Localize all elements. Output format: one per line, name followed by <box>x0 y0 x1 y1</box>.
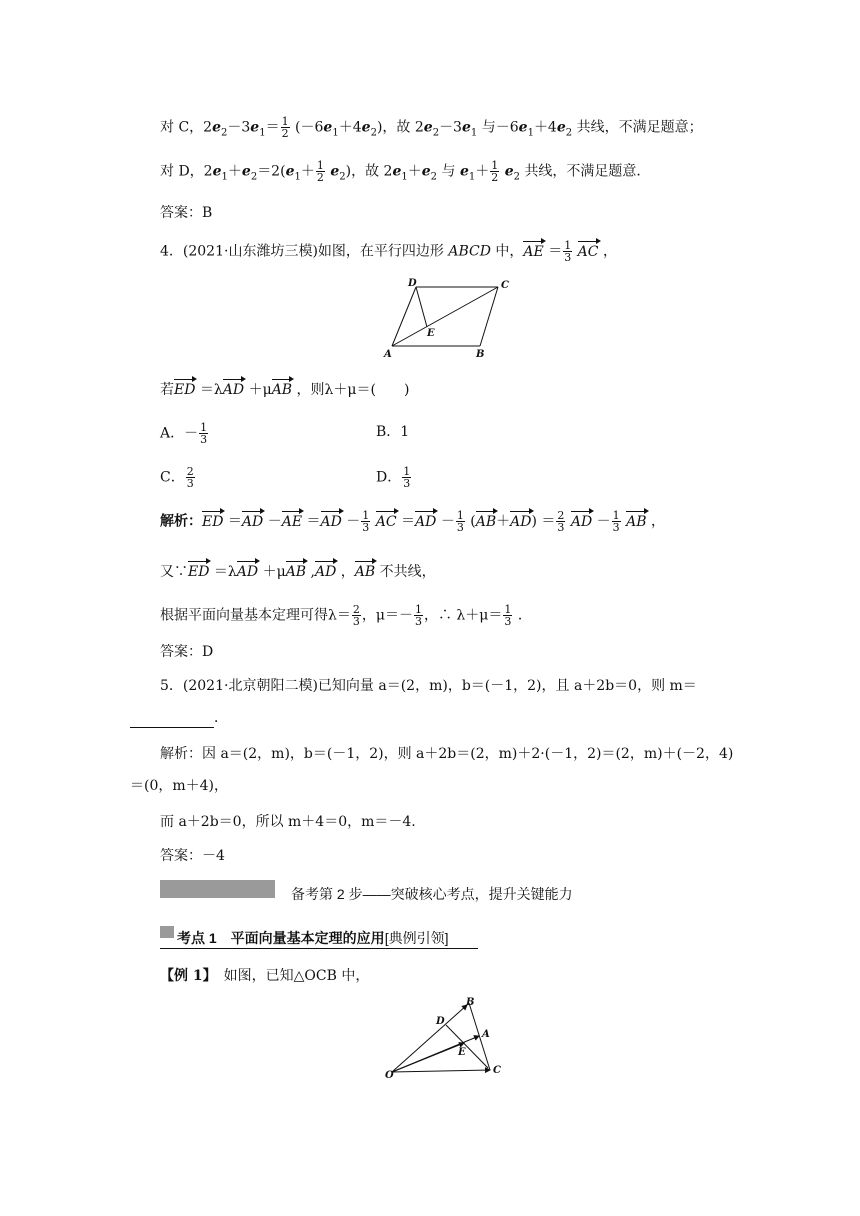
question-5-stem: 5．(2021·北京朝阳二模)已知向量 a＝(2，m)，b＝(－1，2)，且 a＋2b＝0，则 m＝ <box>160 678 697 694</box>
section-banner-bar <box>160 880 275 898</box>
question-5-blank-line: ． <box>130 708 228 728</box>
answer-b: 答案：B <box>160 205 213 221</box>
analysis-5-line-1: 解析：因 a＝(2，m)，b＝(－1，2)，则 a＋2b＝(2，m)＋2·(－1，2)＝(2，m)＋(－2，4) <box>160 746 734 762</box>
answer-minus-4: 答案：－4 <box>160 848 225 864</box>
option-c: C． $\frac{2}{3}$ <box>160 465 194 490</box>
kaodian-underline <box>160 948 478 949</box>
answer-blank <box>130 713 214 728</box>
option-d-check-line: 对 D，$2e_1+e_2=2(e_1+$ $\frac{1}{2}$ $e_2$)，故 $2e_1+e_2$ 与 $e_1+$ $\frac{1}{2}$ $e_2$ 共线，不满足题意． <box>160 159 651 184</box>
parallelogram-figure <box>380 275 520 365</box>
vector-oc <box>392 1070 490 1072</box>
label-d: D <box>408 278 417 289</box>
option-a: A．－ $\frac{1}{3}$ <box>160 421 208 446</box>
analysis-4-line-1: 解析：ED ＝AD －AE ＝AD － $\frac{1}{3}$ AC ＝AD － $\frac{1}{3}$ (AB＋AD) ＝ $\frac{2}{3}$ AD － $\frac{1}{3}$ AB ， <box>160 509 665 534</box>
question-4-stem: 4．(2021·山东潍坊三模)如图，在平行四边形 ABCD 中，AE ＝ $\frac{1}{3}$ AC ， <box>160 239 617 264</box>
option-c-check-line: 对 C，$2e_2-3e_1=$ $\frac{1}{2}$ $(-6e_1+4e_2)$，故 $2e_2-3e_1$ 与$-6e_1+4e_2$ 共线，不满足题意； <box>160 115 703 140</box>
question-4-condition: 若ED ＝λAD ＋μAB ，则λ＋μ＝( ) <box>160 382 410 398</box>
label-b: B <box>476 349 485 360</box>
label-e: E <box>458 1047 466 1058</box>
vector-oe <box>392 1043 464 1072</box>
label-e: E <box>427 328 435 339</box>
option-b: B．1 <box>376 424 410 440</box>
segment-de <box>416 287 427 327</box>
triangle-ocb-figure <box>382 995 512 1085</box>
answer-d: 答案：D <box>160 644 214 660</box>
label-d: D <box>436 1016 445 1027</box>
vector-ob <box>392 1005 467 1072</box>
label-c: C <box>493 1065 501 1076</box>
analysis-4-line-2: 又∵ED ＝λAD ＋μAB ,AD ，AB 不共线， <box>160 564 436 580</box>
analysis-5-line-2: ＝(0，m＋4)， <box>130 778 229 794</box>
analysis-5-line-3: 而 a＋2b＝0，所以 m＋4＝0，m＝－4. <box>160 814 416 830</box>
label-c: C <box>501 280 509 291</box>
section-banner-text: 备考第 2 步——突破核心考点，提升关键能力 <box>291 886 573 902</box>
label-o: O <box>385 1070 394 1081</box>
kaodian-heading: 考点 1 平面向量基本定理的应用[典例引领] <box>177 930 449 946</box>
example-1-line: 【例 1】 如图，已知△OCB 中， <box>160 968 370 984</box>
label-b: B <box>466 997 475 1008</box>
side-da <box>392 287 416 346</box>
option-d: D． $\frac{1}{3}$ <box>376 465 411 490</box>
kaodian-marker <box>160 926 174 938</box>
analysis-4-line-3: 根据平面向量基本定理可得λ＝ $\frac{2}{3}$ ，μ＝－ $\frac{1}{3}$ ，∴ λ＋μ＝ $\frac{1}{3}$ ． <box>160 603 532 628</box>
label-a: A <box>482 1029 490 1040</box>
diagonal-ac <box>392 287 498 346</box>
label-a: A <box>384 349 392 360</box>
